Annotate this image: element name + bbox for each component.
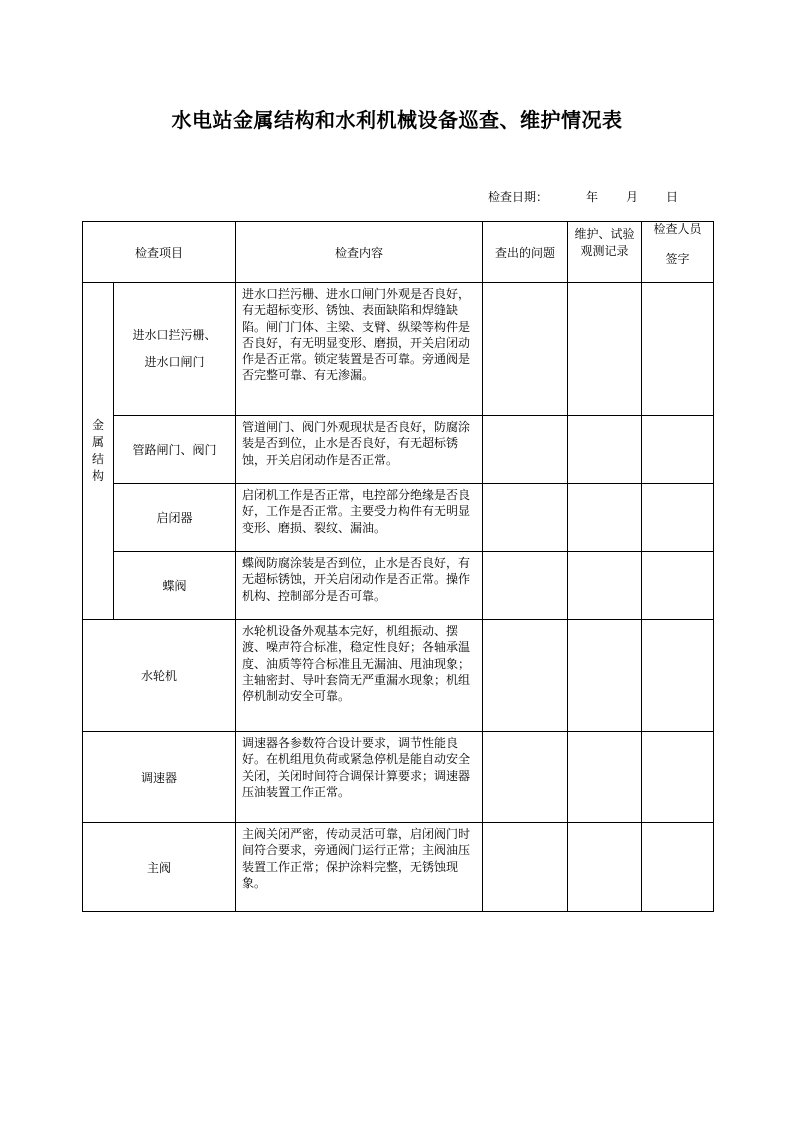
header-content: 检查内容 <box>236 222 483 283</box>
issues-cell <box>483 823 568 912</box>
header-maintenance-line1: 维护、试验 <box>574 227 635 241</box>
inspection-table <box>82 221 714 912</box>
inspector-cell <box>642 732 714 823</box>
item-cell: 主阀 <box>83 823 236 912</box>
item-cell: 调速器 <box>83 732 236 823</box>
maintenance-cell <box>568 732 642 823</box>
table-row <box>83 283 714 416</box>
maintenance-cell <box>568 484 642 552</box>
item-cell: 管路闸门、阀门 <box>114 416 236 484</box>
table-row <box>83 823 714 912</box>
content-cell: 主阀关闭严密，传动灵活可靠，启闭阀门时间符合要求，旁通阀门运行正常；主阀油压装置工作正常；保护涂料完整，无锈蚀现象。 <box>236 823 483 912</box>
inspector-cell <box>642 416 714 484</box>
inspector-cell <box>642 823 714 912</box>
issues-cell <box>483 283 568 416</box>
inspector-cell <box>642 620 714 732</box>
item-cell <box>114 283 236 416</box>
content-cell: 管道闸门、阀门外观现状是否良好，防腐涂装是否到位，止水是否良好，有无超标锈蚀，开关启闭动作是否正常。 <box>236 416 483 484</box>
maintenance-cell <box>568 823 642 912</box>
group-char: 构 <box>91 469 104 483</box>
table-row <box>83 552 714 620</box>
inspection-date-row <box>488 188 678 205</box>
group-char: 属 <box>91 435 104 449</box>
table-row <box>83 484 714 552</box>
item-cell: 启闭器 <box>114 484 236 552</box>
item-label-line1: 进水口拦污栅、 <box>132 328 217 342</box>
date-day-label: 日 <box>666 190 679 204</box>
content-cell: 蝶阀防腐涂装是否到位，止水是否良好，有无超标锈蚀，开关启闭动作是否正常。操作机构、控制部分是否可靠。 <box>236 552 483 620</box>
inspector-cell <box>642 552 714 620</box>
issues-cell <box>483 416 568 484</box>
item-cell: 水轮机 <box>83 620 236 732</box>
item-cell: 蝶阀 <box>114 552 236 620</box>
issues-cell <box>483 484 568 552</box>
issues-cell <box>483 620 568 732</box>
group-metal-structure <box>83 283 114 620</box>
maintenance-cell <box>568 283 642 416</box>
issues-cell <box>483 552 568 620</box>
inspector-cell <box>642 283 714 416</box>
table-row <box>83 732 714 823</box>
date-year-label: 年 <box>586 190 599 204</box>
header-issues: 查出的问题 <box>483 222 568 283</box>
header-row <box>83 222 714 283</box>
content-cell: 水轮机设备外观基本完好，机组振动、摆渡、噪声符合标准，稳定性良好；各轴承温度、油质等符合标准且无漏油、甩油现象；主轴密封、导叶套筒无严重漏水现象；机组停机制动安全可靠。 <box>236 620 483 732</box>
maintenance-cell <box>568 552 642 620</box>
issues-cell <box>483 732 568 823</box>
header-maintenance-line2: 观测记录 <box>580 244 629 258</box>
header-inspector-line1: 检查人员 <box>653 222 702 236</box>
header-item: 检查项目 <box>83 222 236 283</box>
table-row <box>83 416 714 484</box>
header-inspector <box>642 222 714 283</box>
maintenance-cell <box>568 620 642 732</box>
content-cell: 调速器各参数符合设计要求，调节性能良好。在机组甩负荷或紧急停机是能自动安全关闭，关闭时间符合调保计算要求；调速器压油装置工作正常。 <box>236 732 483 823</box>
header-maintenance <box>568 222 642 283</box>
item-label-line2: 进水口闸门 <box>144 355 205 369</box>
inspection-date-label: 检查日期： <box>488 190 549 204</box>
table-row <box>83 620 714 732</box>
content-cell: 进水口拦污栅、进水口闸门外观是否良好，有无超标变形、锈蚀、表面缺陷和焊缝缺陷。闸门门体、主梁、支臂、纵梁等构件是否良好，有无明显变形、磨损，开关启闭动作是否正常。锁定装置是否可靠。旁通阀是否完整可靠、有无渗漏。 <box>236 283 483 416</box>
page-title: 水电站金属结构和水利机械设备巡查、维护情况表 <box>171 108 623 132</box>
header-inspector-line2: 签字 <box>665 252 690 266</box>
maintenance-cell <box>568 416 642 484</box>
date-month-label: 月 <box>626 190 639 204</box>
group-char: 结 <box>91 452 104 466</box>
content-cell: 启闭机工作是否正常，电控部分绝缘是否良好，工作是否正常。主要受力构件有无明显变形、磨损、裂纹、漏油。 <box>236 484 483 552</box>
group-char: 金 <box>91 418 104 432</box>
inspector-cell <box>642 484 714 552</box>
